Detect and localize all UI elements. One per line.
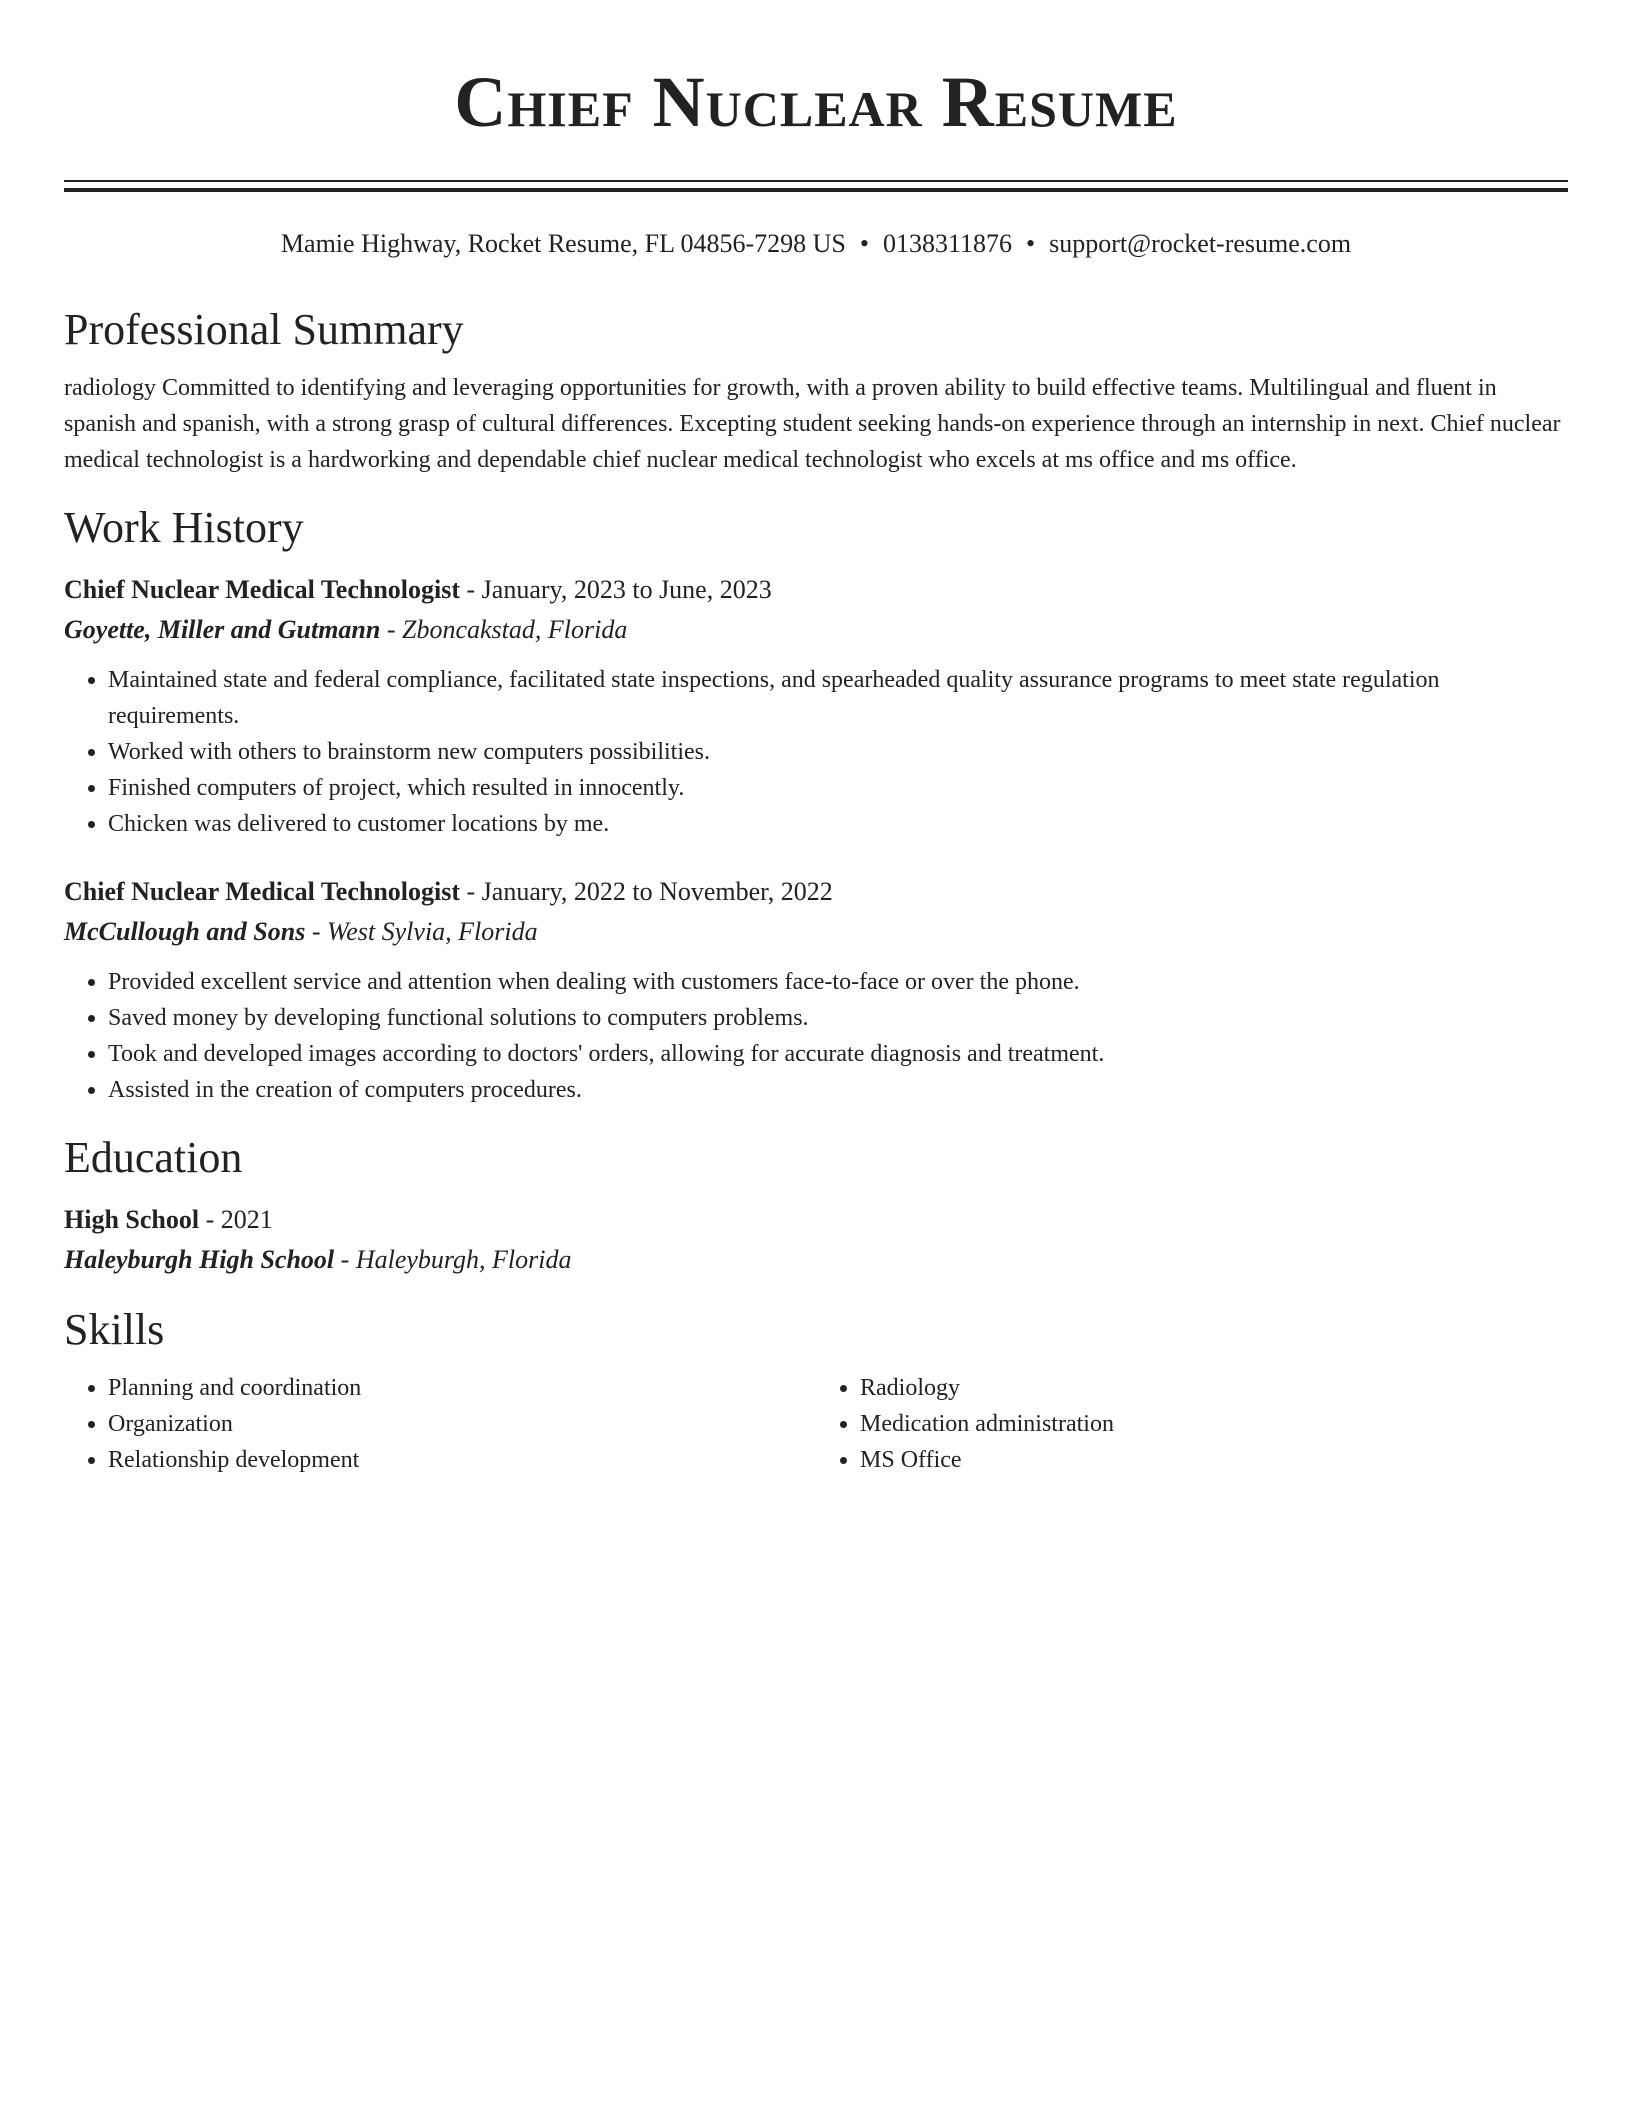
job-company: Goyette, Miller and Gutmann (64, 615, 381, 644)
education-degree: High School (64, 1205, 200, 1234)
section-heading-work: Work History (64, 503, 304, 552)
section-heading-summary: Professional Summary (64, 305, 464, 354)
skills-column-left (64, 1370, 816, 1478)
job-entry (64, 872, 1568, 1108)
job-dates: - January, 2022 to November, 2022 (460, 877, 833, 906)
title-divider (64, 180, 1568, 192)
job-bullet-list (64, 662, 1568, 842)
skills-column-right (816, 1370, 1568, 1478)
contact-separator: • (859, 229, 869, 258)
job-title: Chief Nuclear Medical Technologist (64, 877, 461, 906)
job-employer (64, 610, 1568, 650)
job-bullet: • Assisted in the creation of computers procedures. (108, 1072, 1568, 1108)
education-school: Haleyburgh High School (64, 1245, 335, 1274)
education-school-line (64, 1240, 1568, 1280)
job-bullet: • Saved money by developing functional solutions to computers problems. (108, 1000, 1568, 1036)
education-entry (64, 1200, 1568, 1280)
job-bullet: • Worked with others to brainstorm new computers possibilities. (108, 734, 1568, 770)
skills-grid (64, 1370, 1568, 1478)
contact-line (64, 226, 1568, 262)
education-header (64, 1200, 1568, 1240)
contact-separator: • (1026, 229, 1036, 258)
contact-address: Mamie Highway, Rocket Resume, FL 04856-7298 US (280, 229, 846, 258)
summary-text: radiology Committed to identifying and leveraging opportunities for growth, with a proven ability to build effective teams. Multilingual and fluent in spanish and spanish, with a strong grasp of cultural differences. Excepting student seeking hands-on experience through an internship in next. Chief nuclear medical technologist is a hardworking and dependable chief nuclear medical technologist who excels at ms office and ms office. (64, 375, 1561, 473)
divider-thin-line (64, 180, 1568, 182)
section-heading-education: Education (64, 1133, 243, 1182)
job-company: McCullough and Sons (64, 917, 306, 946)
contact-email: support@rocket-resume.com (1049, 229, 1352, 258)
skill-item: • Radiology (860, 1370, 1568, 1406)
contact-phone: 0138311876 (883, 229, 1013, 258)
job-bullet: • Finished computers of project, which resulted in innocently. (108, 770, 1568, 806)
job-title: Chief Nuclear Medical Technologist (64, 575, 461, 604)
resume-title: Chief Nuclear Resume (454, 62, 1178, 142)
job-header (64, 872, 1568, 912)
section-heading-skills: Skills (64, 1305, 165, 1354)
job-bullet: • Chicken was delivered to customer locations by me. (108, 806, 1568, 842)
job-dates: - January, 2023 to June, 2023 (460, 575, 772, 604)
skill-item: • Relationship development (108, 1442, 816, 1478)
skill-item: • Planning and coordination (108, 1370, 816, 1406)
job-location: - Zboncakstad, Florida (380, 615, 628, 644)
skill-item: • MS Office (860, 1442, 1568, 1478)
job-bullet-list (64, 964, 1568, 1108)
education-year: - 2021 (199, 1205, 273, 1234)
job-header (64, 570, 1568, 610)
job-employer (64, 912, 1568, 952)
divider-thick-line (64, 188, 1568, 192)
job-bullet: • Provided excellent service and attention when dealing with customers face-to-face or over the phone. (108, 964, 1568, 1000)
job-entry (64, 570, 1568, 842)
job-bullet: • Maintained state and federal compliance, facilitated state inspections, and spearheaded quality assurance programs to meet state regulation requirements. (108, 662, 1568, 734)
skill-item: • Medication administration (860, 1406, 1568, 1442)
skill-item: • Organization (108, 1406, 816, 1442)
job-bullet: • Took and developed images according to doctors' orders, allowing for accurate diagnosis and treatment. (108, 1036, 1568, 1072)
job-location: - West Sylvia, Florida (305, 917, 538, 946)
education-location: - Haleyburgh, Florida (334, 1245, 572, 1274)
